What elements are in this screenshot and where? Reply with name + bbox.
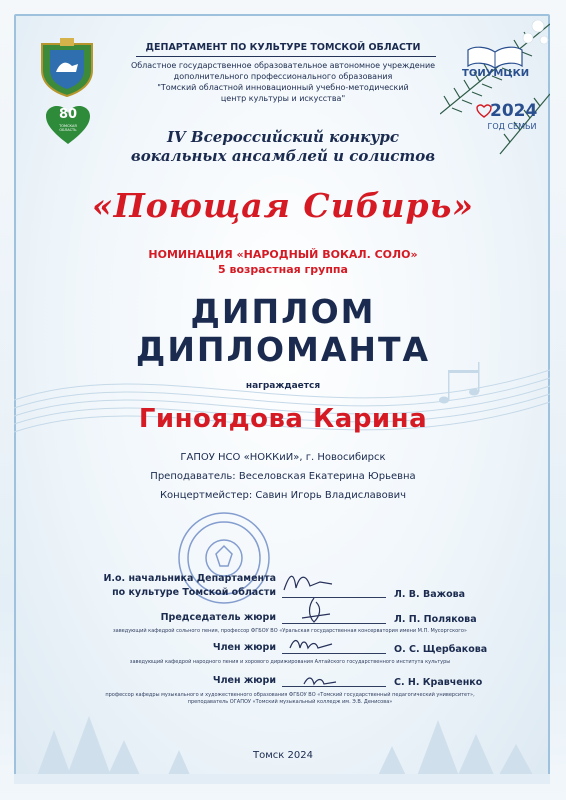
signatory-title-line: И.о. начальника Департамента xyxy=(103,573,276,584)
awarded-label: награждается xyxy=(245,381,321,391)
accompanist: Концертмейстер: Савин Игорь Владиславович xyxy=(159,490,407,501)
contest-name xyxy=(0,128,566,166)
signatory-name: Л. П. Полякова xyxy=(394,614,477,625)
contest-line: вокальных ансамблей и солистов xyxy=(130,147,436,165)
handwritten-signature xyxy=(286,634,336,656)
anniversary-text: ТОМСКАЯ ОБЛАСТЬ xyxy=(59,124,77,132)
signatory-title xyxy=(60,642,276,653)
signatory-title xyxy=(60,572,276,600)
signatory-name: О. С. Щербакова xyxy=(394,644,488,655)
anniversary-number: 80 xyxy=(58,107,78,122)
year-badge-text: ГОД СЕМЬИ xyxy=(487,122,537,131)
toiumcki-logo-text: ТОИУМЦКИ xyxy=(462,68,530,79)
signatory-note: заведующий кафедрой сольного пения, профессор ФГБОУ ВО «Уральская государственная консерватория имени М.П. Мусоргского» xyxy=(113,628,467,634)
signatory-title-line: Председатель жюри xyxy=(160,612,276,623)
age-group: 5 возрастная группа xyxy=(218,263,348,276)
city-year: Томск 2024 xyxy=(253,750,313,761)
nomination xyxy=(0,247,566,277)
contest-line: IV Всероссийский конкурс xyxy=(167,128,399,146)
signatory-name: С. Н. Кравченко xyxy=(394,677,483,688)
teacher: Преподаватель: Веселовская Екатерина Юрьевна xyxy=(150,471,416,482)
signatory-title-line: Член жюри xyxy=(212,675,276,686)
organization: ГАПОУ НСО «НОККиИ», г. Новосибирск xyxy=(180,452,386,463)
handwritten-signature xyxy=(280,568,340,596)
institution-line: центр культуры и искусства" xyxy=(220,94,346,103)
signatory-title xyxy=(60,675,276,686)
institution-line: дополнительного профессионального образования xyxy=(173,72,393,81)
institution-line: "Томский областной инновационный учебно-методический xyxy=(157,83,409,92)
nomination-title: НОМИНАЦИЯ «НАРОДНЫЙ ВОКАЛ. СОЛО» xyxy=(148,248,418,261)
winter-trees-decoration xyxy=(14,700,550,784)
institution-line: Областное государственное образовательное автономное учреждение xyxy=(130,61,436,70)
signatory-note: профессор кафедры музыкального и художественного образования ФГБОУ ВО «Томский государственный педагогический университет», преподаватель ОГАПОУ «Томский музыкальный колледж им. Э.В. Денисова» xyxy=(105,692,475,705)
year-badge-number: 2024 xyxy=(490,101,538,121)
diploma-heading xyxy=(0,293,566,369)
diploma-line: ДИПЛОМ xyxy=(190,292,376,331)
handwritten-signature xyxy=(296,596,336,626)
contest-title: «Поющая Сибирь» xyxy=(92,186,474,225)
handwritten-signature xyxy=(300,670,340,690)
signatory-title xyxy=(60,612,276,623)
signatory-title-line: по культуре Томской области xyxy=(112,587,276,598)
signatory-name: Л. В. Важова xyxy=(394,589,466,600)
signatory-note: заведующий кафедрой народного пения и хорового дирижирования Алтайского государственного института культуры xyxy=(129,659,451,665)
department-name: ДЕПАРТАМЕНТ ПО КУЛЬТУРЕ ТОМСКОЙ ОБЛАСТИ xyxy=(145,42,421,53)
recipient-name: Гиноядова Карина xyxy=(138,404,428,434)
institution-block xyxy=(0,60,566,104)
signatory-title-line: Член жюри xyxy=(212,642,276,653)
diploma-line: ДИПЛОМАНТА xyxy=(135,330,431,369)
recipient-details xyxy=(0,448,566,505)
header-rule xyxy=(136,56,436,57)
